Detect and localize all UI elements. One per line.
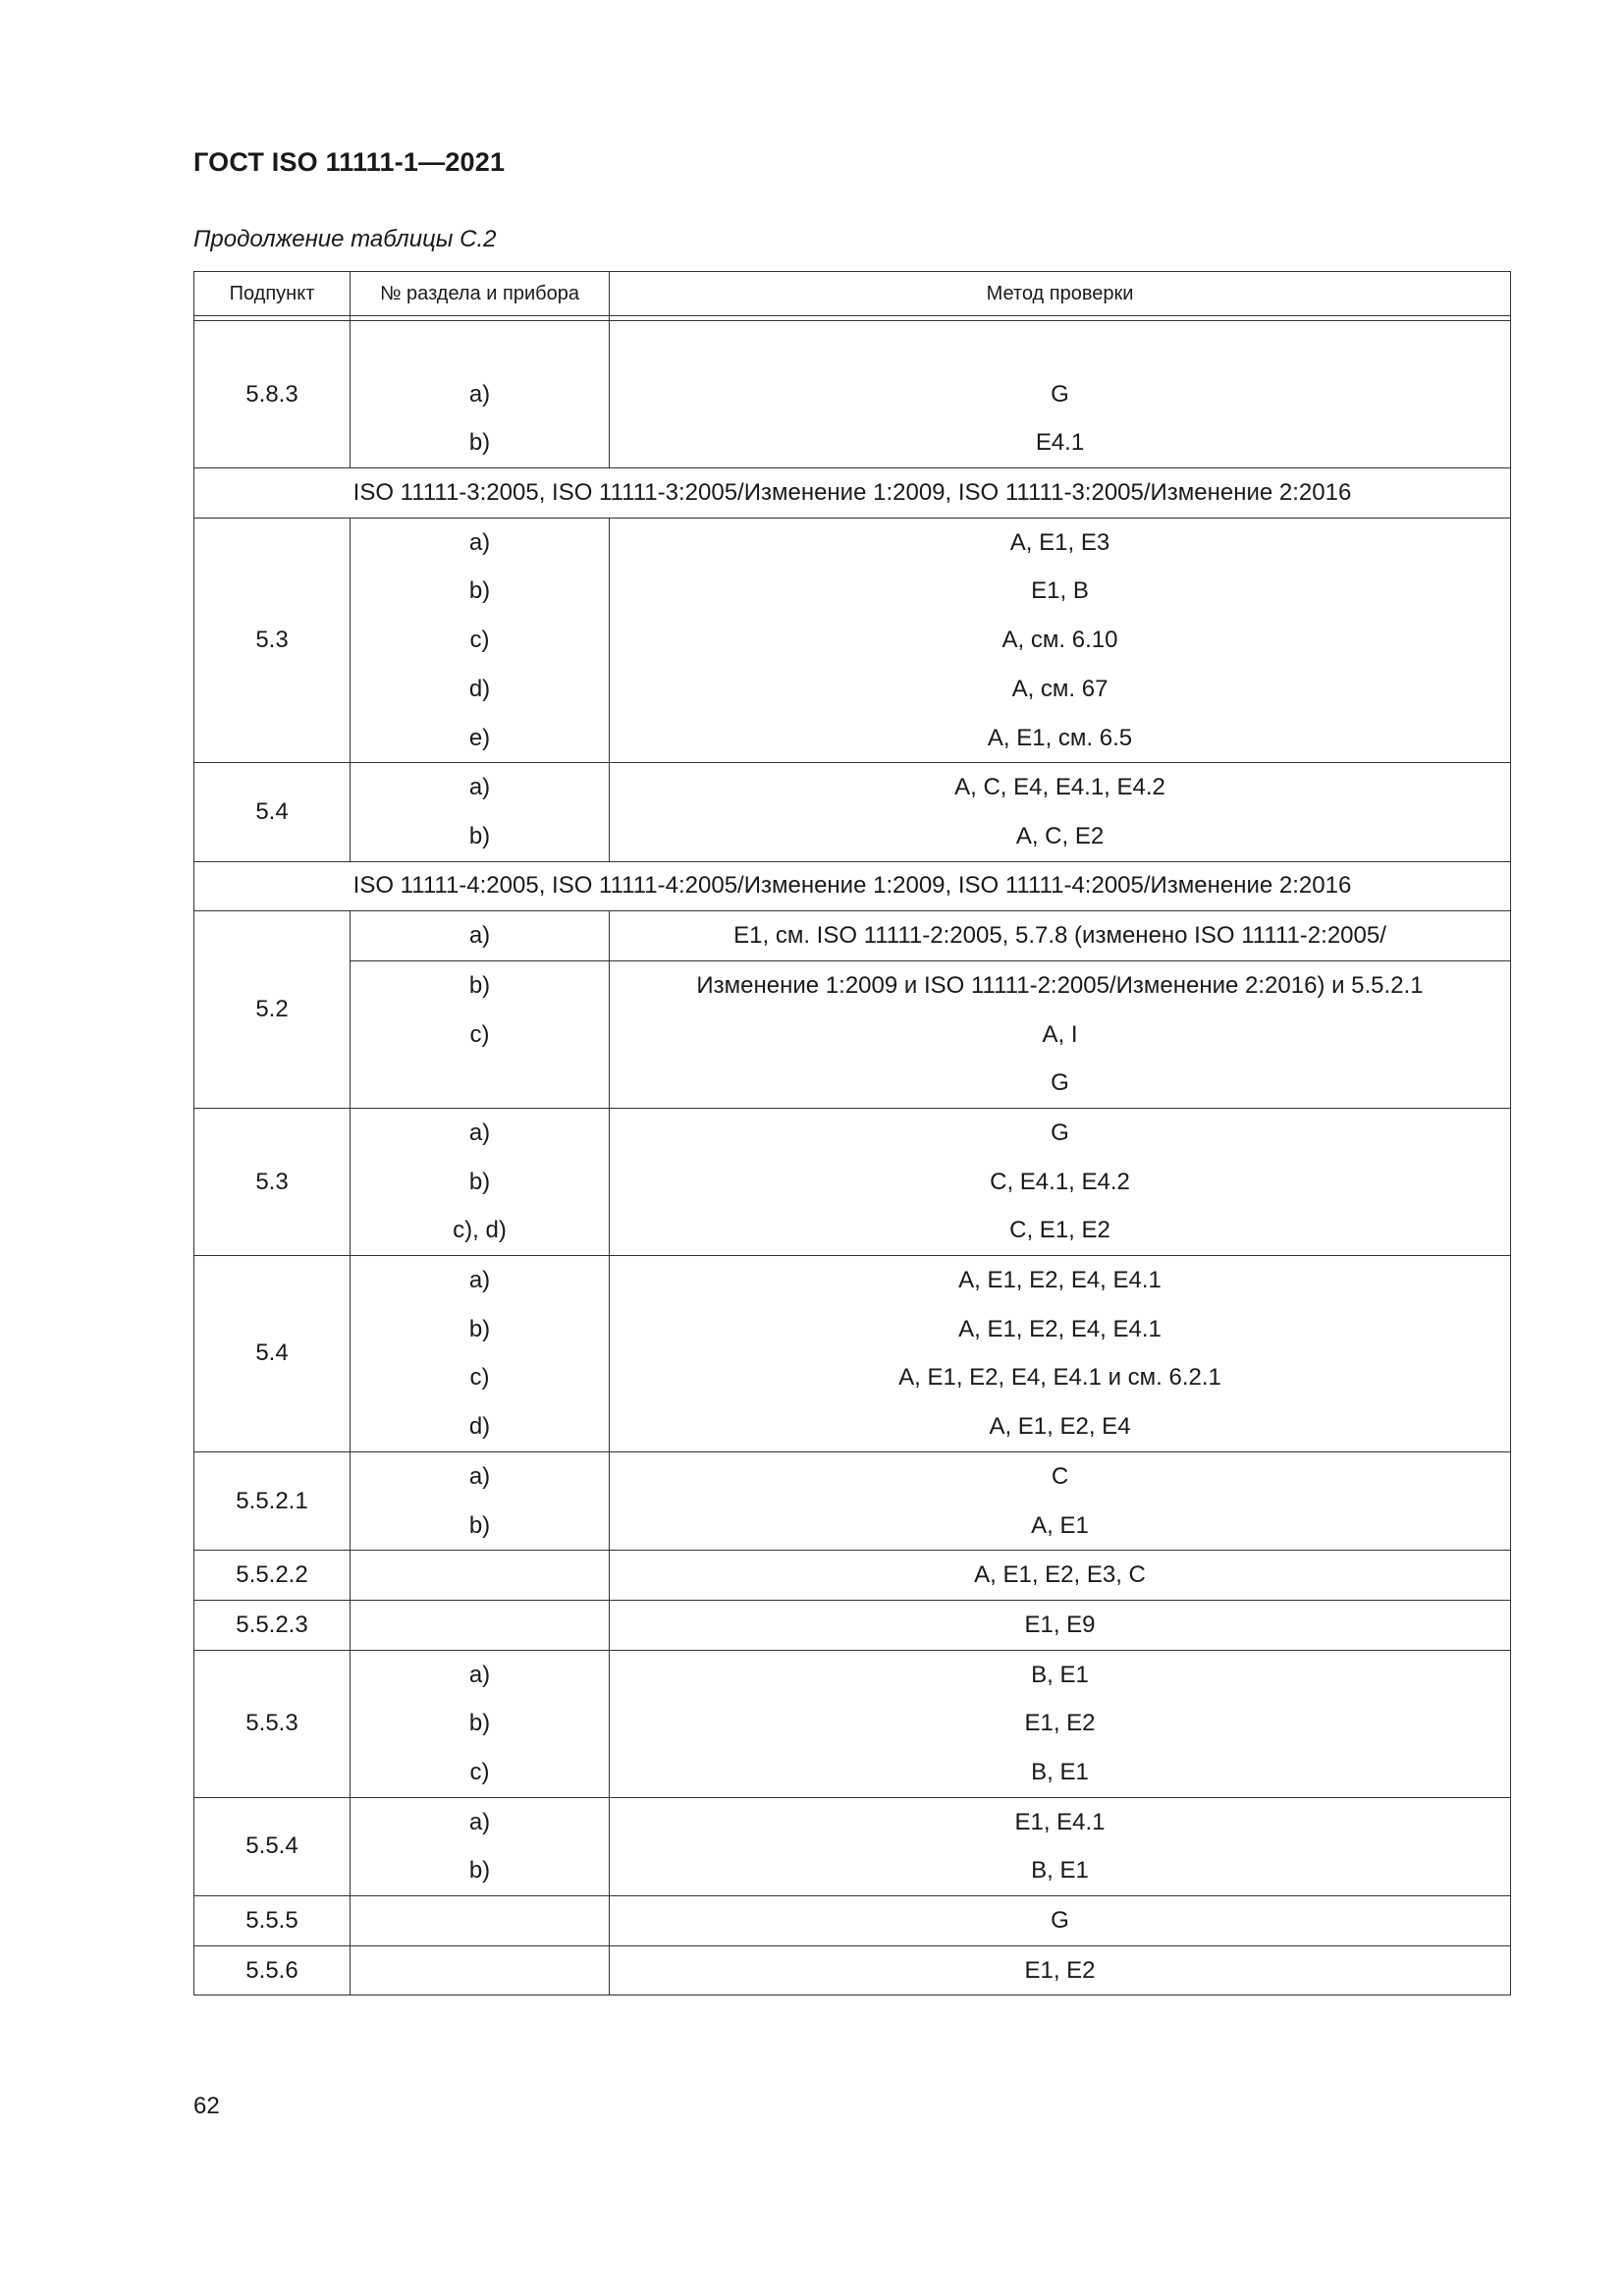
item-label [351, 1551, 609, 1600]
subclause-cell: 5.5.4 [194, 1797, 351, 1895]
item-cell [351, 763, 610, 861]
table-header [194, 272, 1511, 316]
table-row [194, 518, 1511, 762]
method-label: A, E1 [1031, 1511, 1089, 1539]
method-label: E4.1 [1035, 429, 1085, 457]
method-label: A, C, E4, E4.1, E4.2 [954, 774, 1165, 801]
method-cell [610, 321, 1511, 468]
item-label: a) [468, 380, 491, 408]
empty-cell [351, 1059, 609, 1108]
item-label: b) [468, 1511, 491, 1539]
item-label: c), d) [453, 1217, 507, 1244]
item-label: c) [469, 1020, 490, 1048]
item-label: a) [468, 528, 491, 556]
method-label: C [1051, 1462, 1069, 1490]
item-cell [351, 1650, 610, 1797]
method-label: B, E1 [1031, 1857, 1089, 1885]
item-label: a) [468, 922, 491, 950]
item-label: a) [468, 1267, 491, 1294]
method-label: A, I [1042, 1020, 1078, 1048]
item-label: b) [351, 960, 609, 1011]
item-label: d) [468, 1413, 491, 1441]
method-label: C, E4.1, E4.2 [990, 1168, 1130, 1195]
item-cell [351, 1797, 610, 1895]
method-label: G [1051, 1069, 1069, 1097]
subclause-cell: 5.5.2.1 [194, 1451, 351, 1550]
section-title: ISO 11111-3:2005, ISO 11111-3:2005/Изменение 1:2009, ISO 11111-3:2005/Изменение 2:2016 [194, 468, 1511, 519]
item-label: a) [468, 1808, 491, 1835]
table-row [194, 763, 1511, 861]
item-label [351, 1896, 609, 1945]
table-row [194, 1650, 1511, 1797]
item-cell [351, 1451, 610, 1550]
item-cell [351, 1256, 610, 1452]
item-label: c) [469, 627, 490, 654]
document-header: ГОСТ ISO 11111-1—2021 [193, 147, 506, 177]
method-label: B, E1 [1031, 1758, 1089, 1785]
column-header-item: № раздела и прибора [351, 272, 610, 316]
method-label: B, E1 [1031, 1661, 1089, 1688]
table-body [194, 316, 1511, 1995]
methods-table [193, 271, 1511, 1995]
table-row [194, 1109, 1511, 1256]
method-cell [610, 1650, 1511, 1797]
subclause-cell: 5.3 [194, 518, 351, 762]
method-label: A, см. 67 [1011, 675, 1109, 702]
subclause-cell: 5.4 [194, 763, 351, 861]
item-label: a) [468, 774, 491, 801]
method-label: A, E1, E2, E4 [989, 1413, 1131, 1441]
method-label: E1, B [1031, 577, 1089, 605]
method-cell [610, 518, 1511, 762]
item-cell [351, 1551, 610, 1601]
method-label: A, E1, E2, E4, E4.1 и см. 6.2.1 [898, 1364, 1221, 1392]
table-row [194, 1256, 1511, 1452]
column-header-method: Метод проверки [610, 272, 1511, 316]
method-cell [610, 763, 1511, 861]
method-label: A, E1, E3 [1009, 528, 1110, 556]
subclause-cell: 5.2 [194, 911, 351, 1109]
table-row [194, 321, 1511, 468]
item-cell [351, 321, 610, 468]
method-cell [610, 1256, 1511, 1452]
section-row [194, 861, 1511, 911]
method-cell [610, 1896, 1511, 1946]
method-label: A, см. 6.10 [1001, 627, 1118, 654]
method-label: C, E1, E2 [1009, 1217, 1110, 1244]
method-label: Изменение 1:2009 и ISO 11111-2:2005/Изменение 2:2016) и 5.5.2.1 [610, 960, 1510, 1011]
item-label: a) [468, 1462, 491, 1490]
subclause-cell: 5.3 [194, 1109, 351, 1256]
item-label: b) [468, 1710, 491, 1737]
item-cell [351, 911, 610, 1109]
section-row [194, 468, 1511, 519]
item-label: c) [469, 1758, 490, 1785]
method-label: E1, E2 [1024, 1710, 1096, 1737]
subclause-cell: 5.5.2.2 [194, 1551, 351, 1601]
subclause-cell: 5.5.5 [194, 1896, 351, 1946]
method-label: G [1051, 1907, 1069, 1935]
table-row [194, 911, 1511, 1109]
method-label: E1, см. ISO 11111-2:2005, 5.7.8 (изменено ISO 11111-2:2005/ [733, 922, 1386, 950]
method-cell [610, 1600, 1511, 1650]
table-row [194, 1551, 1511, 1601]
item-label: a) [468, 1120, 491, 1147]
item-label: c) [469, 1364, 490, 1392]
item-cell [351, 1109, 610, 1256]
item-label: b) [468, 1315, 491, 1342]
item-label: d) [468, 675, 491, 702]
table-row [194, 1451, 1511, 1550]
subclause-cell: 5.8.3 [194, 321, 351, 468]
method-label: A, E1, E2, E4, E4.1 [958, 1315, 1162, 1342]
method-label: A, C, E2 [1015, 822, 1105, 849]
subclause-cell: 5.5.6 [194, 1945, 351, 1995]
method-cell [610, 1451, 1511, 1550]
subclause-cell: 5.4 [194, 1256, 351, 1452]
item-cell [351, 1945, 610, 1995]
method-label: A, E1, E2, E3, C [974, 1561, 1146, 1589]
subclause-cell: 5.5.3 [194, 1650, 351, 1797]
item-cell [351, 518, 610, 762]
column-header-subclause: Подпункт [194, 272, 351, 316]
table-row [194, 1797, 1511, 1895]
method-cell [610, 1551, 1511, 1601]
table-row [194, 1896, 1511, 1946]
method-cell [610, 1797, 1511, 1895]
page-number: 62 [193, 2093, 220, 2119]
item-label: b) [468, 577, 491, 605]
section-title: ISO 11111-4:2005, ISO 11111-4:2005/Изменение 1:2009, ISO 11111-4:2005/Изменение 2:2016 [194, 861, 1511, 911]
item-cell [351, 1600, 610, 1650]
method-label: G [1051, 1120, 1069, 1147]
item-label [351, 1601, 609, 1650]
table-row [194, 1945, 1511, 1995]
method-label: A, E1, E2, E4, E4.1 [958, 1267, 1162, 1294]
method-label: E1, E4.1 [1014, 1808, 1106, 1835]
method-cell [610, 1945, 1511, 1995]
item-label: e) [468, 724, 491, 751]
item-label: a) [468, 1661, 491, 1688]
table-row [194, 1600, 1511, 1650]
method-label: A, E1, см. 6.5 [987, 724, 1133, 751]
item-label: b) [468, 429, 491, 457]
subclause-cell: 5.5.2.3 [194, 1600, 351, 1650]
method-cell [610, 911, 1511, 1109]
table-caption: Продолжение таблицы С.2 [193, 226, 497, 252]
method-label: E1, E9 [1024, 1611, 1096, 1638]
item-label: b) [468, 822, 491, 849]
item-label [351, 1946, 609, 1995]
method-cell [610, 1109, 1511, 1256]
item-cell [351, 1896, 610, 1946]
method-label: E1, E2 [1024, 1956, 1096, 1984]
item-label: b) [468, 1168, 491, 1195]
method-label: G [1051, 380, 1069, 408]
item-label: b) [468, 1857, 491, 1885]
